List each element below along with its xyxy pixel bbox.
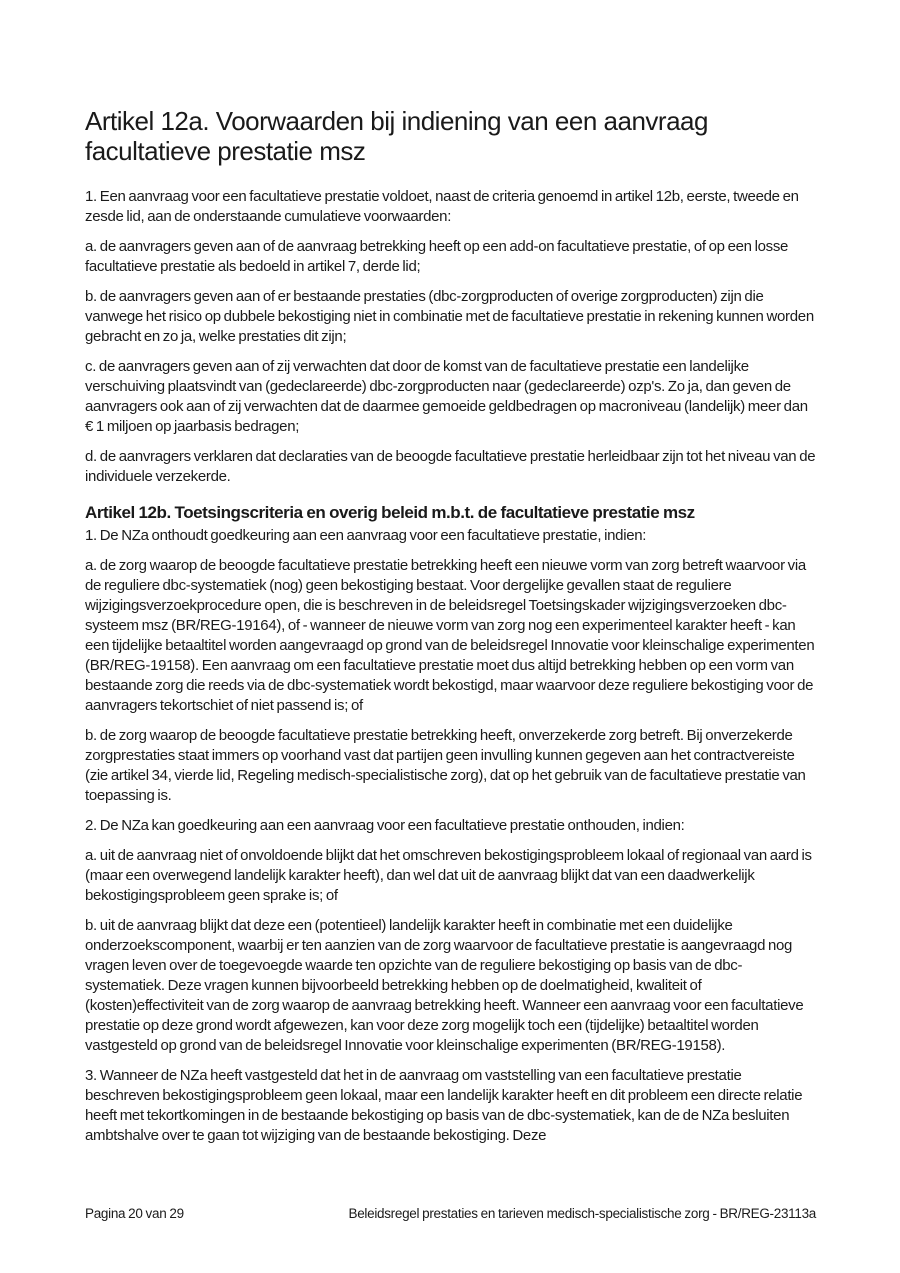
article-12b-clause-3: 3. Wanneer de NZa heeft vastgesteld dat het in de aanvraag om vaststelling van een facultatieve prestatie beschreven bekostigingsprobleem geen lokaal, maar een landelijk karakter heeft en dit probleem een directe relatie heeft met tekortkomingen in de bestaande bekostiging op basis van de dbc-systematiek, kan de de NZa besluiten ambtshalve over te gaan tot wijziging van de bestaande bekostiging. Deze: [85, 1067, 803, 1144]
footer-page-number: Pagina 20 van 29: [85, 1206, 184, 1221]
article-12b-clause-1a: a. de zorg waarop de beoogde facultatieve prestatie betrekking heeft een nieuwe vorm van zorg betreft waarvoor via de reguliere dbc-systematiek (nog) geen bekostiging bestaat. Voor dergelijke gevallen staat de reguliere wijzigingsverzoekprocedure open, die is beschreven in de beleidsregel Toetsingskader wijzigingsverzoeken dbc-systeem msz (BR/REG-19164), of - wanneer de nieuwe vorm van zorg nog een experimenteel karakter heeft - kan een tijdelijke betaaltitel worden aangevraagd op grond van de beleidsregel Innovatie voor kleinschalige experimenten (BR/REG-19158). Een aanvraag om een facultatieve prestatie moet dus altijd betrekking hebben op een vorm van bestaande zorg die reeds via de dbc-systematiek wordt bekostigd, maar waarvoor deze reguliere bekostiging voor de aanvragers tekortschiet of niet passend is; of: [85, 557, 815, 714]
document-body: [85, 106, 816, 1156]
article-12b-clause-1b: b. de zorg waarop de beoogde facultatieve prestatie betrekking heeft, onverzekerde zorg betreft. Bij onverzekerde zorgprestaties staat immers op voorhand vast dat partijen geen invulling kunnen gegeven aan het contractvereiste (zie artikel 34, vierde lid, Regeling medisch-specialistische zorg), dat op het gebruik van de facultatieve prestatie van toepassing is.: [85, 727, 806, 804]
article-12a-item-c: c. de aanvragers geven aan of zij verwachten dat door de komst van de facultatieve prestatie een landelijke verschuiving plaatsvindt van (gedeclareerde) dbc-zorgproducten naar (gedeclareerde) ozp's. Zo ja, dan geven de aanvragers ook aan of zij verwachten dat de daarmee gemoeide geldbedragen op macroniveau (landelijk) meer dan € 1 miljoen op jaarbasis bedragen;: [85, 358, 808, 435]
article-12b-clause-2b: b. uit de aanvraag blijkt dat deze een (potentieel) landelijk karakter heeft in combinatie met een duidelijke onderzoekscomponent, waarbij er ten aanzien van de zorg waarvoor de facultatieve prestatie is aangevraagd nog vragen leven over de toegevoegde waarde ten opzichte van de reguliere bekostiging op basis van de dbc-systematiek. Deze vragen kunnen bijvoorbeeld betrekking hebben op de doelmatigheid, kwaliteit of (kosten)effectiviteit van de zorg waarop de aanvraag betrekking heeft. Wanneer een aanvraag voor een facultatieve prestatie op deze grond wordt afgewezen, kan voor deze zorg mogelijk toch een (tijdelijke) betaaltitel worden vastgesteld op grond van de beleidsregel Innovatie voor kleinschalige experimenten (BR/REG-19158).: [85, 917, 804, 1054]
article-12a-title: Artikel 12a. Voorwaarden bij indiening van een aanvraag facultatieve prestatie msz: [85, 106, 708, 166]
page-footer: [85, 1206, 816, 1221]
article-12a-item-a: a. de aanvragers geven aan of de aanvraag betrekking heeft op een add-on facultatieve prestatie, of op een losse facultatieve prestatie als bedoeld in artikel 7, derde lid;: [85, 238, 789, 275]
article-12a-intro-paragraph: 1. Een aanvraag voor een facultatieve prestatie voldoet, naast de criteria genoemd in artikel 12b, eerste, tweede en zesde lid, aan de onderstaande cumulatieve voorwaarden:: [85, 188, 799, 225]
footer-document-reference: Beleidsregel prestaties en tarieven medisch-specialistische zorg - BR/REG-23113a: [348, 1206, 816, 1221]
article-12b-clause-1: 1. De NZa onthoudt goedkeuring aan een aanvraag voor een facultatieve prestatie, indien:: [85, 527, 647, 544]
article-12b-clause-2a: a. uit de aanvraag niet of onvoldoende blijkt dat het omschreven bekostigingsprobleem lokaal of regionaal van aard is (maar een overwegend landelijk karakter heeft), dan wel dat uit de aanvraag blijkt dat van een daadwerkelijk bekostigingsprobleem geen sprake is; of: [85, 847, 812, 904]
article-12b-heading: Artikel 12b. Toetsingscriteria en overig beleid m.b.t. de facultatieve prestatie msz: [85, 503, 695, 522]
article-12b-clause-2: 2. De NZa kan goedkeuring aan een aanvraag voor een facultatieve prestatie onthouden, indien:: [85, 817, 685, 834]
article-12a-item-d: d. de aanvragers verklaren dat declaraties van de beoogde facultatieve prestatie herleidbaar zijn tot het niveau van de individuele verzekerde.: [85, 448, 816, 485]
article-12a-item-b: b. de aanvragers geven aan of er bestaande prestaties (dbc-zorgproducten of overige zorgproducten) zijn die vanwege het risico op dubbele bekostiging niet in combinatie met de facultatieve prestatie in rekening kunnen worden gebracht en zo ja, welke prestaties dit zijn;: [85, 288, 814, 345]
